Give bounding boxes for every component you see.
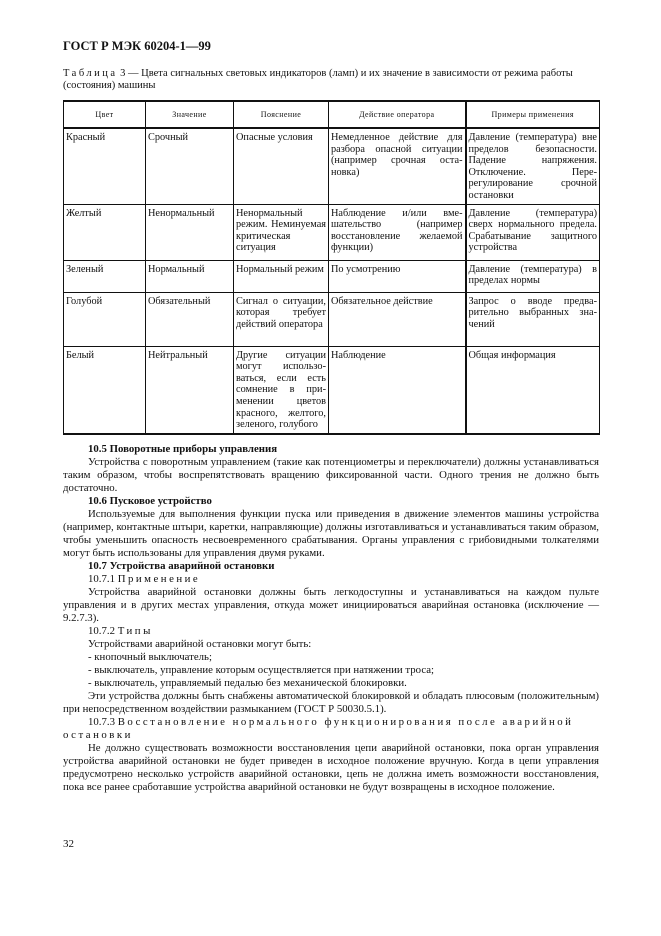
table-caption-text: 3 — Цвета сигнальных световых индикаторов (ламп) и их значение в зависимости от режима работы (состояния) машины	[63, 68, 573, 91]
table-cell: Нормальный режим	[234, 260, 329, 292]
subsection-heading	[63, 573, 599, 586]
table-cell: Нейтральный	[146, 346, 234, 434]
table-row	[64, 260, 600, 292]
table-cell: Зеленый	[64, 260, 146, 292]
column-header: Цвет	[64, 101, 146, 128]
paragraph: Устройства с поворотным управлением (такие как потенциометры и переключатели) должны устанавливаться таким образом, чтобы воспрепятствовать вращению фиксированной части. Одного трения не должно быть достаточно.	[63, 456, 599, 494]
signal-colors-table	[63, 100, 600, 435]
table-cell: Другие ситуации могут использоваться, если есть сомнение в применении цветов красного, желтого, зеленого, голубого	[234, 346, 329, 434]
table-row	[64, 292, 600, 346]
paragraph: Не должно существовать возможности восстановления цепи аварийной остановки, пока орган управления устройства аварийной остановки не будет приведен в исходное положение вручную. Когда в цепи управления предусмотрено несколько устройств аварийной остановки, цепь не должна иметь возможности восстановления, пока все ранее сработавшие устройства аварийной остановки не будут возвращены в исходное положение.	[63, 742, 599, 793]
table-row	[64, 346, 600, 434]
table-cell: Обязательное действие	[329, 292, 466, 346]
subsection-number: 10.7.2	[88, 625, 115, 637]
table-cell: Нормальный	[146, 260, 234, 292]
table-cell: Ненормальный режим. Неминуемая критическая ситуация	[234, 204, 329, 260]
column-header: Примеры применения	[466, 101, 600, 128]
subsection-title: Применение	[117, 573, 201, 585]
table-cell: Немедленное действие для разбора опасной ситуации (например срочная остановка)	[329, 128, 466, 204]
table-row	[64, 128, 600, 204]
table-cell: Давление (температура) в пределах нормы	[466, 260, 600, 292]
table-row	[64, 204, 600, 260]
table-cell: Давление (температура) сверх нормального предела. Срабатывание защитного устройства	[466, 204, 600, 260]
subsection-heading	[63, 716, 599, 742]
paragraph: Устройства аварийной остановки должны быть легкодоступны и устанавливаться на каждом пульте управления и в других местах управления, откуда может инициироваться аварийная остановка (исключение — 9.2.7.3).	[63, 586, 599, 624]
table-caption	[63, 68, 603, 92]
table-cell: Наблюдение и/или вмешательство (например восстановление желаемой функции)	[329, 204, 466, 260]
table-cell: Желтый	[64, 204, 146, 260]
subsection-number: 10.7.3	[88, 716, 115, 728]
column-header: Значение	[146, 101, 234, 128]
section-heading: 10.6 Пусковое устройство	[88, 495, 212, 507]
section-heading: 10.7 Устройства аварийной остановки	[88, 560, 275, 572]
table-cell: Наблюдение	[329, 346, 466, 434]
document-header: ГОСТ Р МЭК 60204-1—99	[63, 39, 211, 53]
table-cell: Сигнал о ситуации, которая требует действий оператора	[234, 292, 329, 346]
table-cell: Срочный	[146, 128, 234, 204]
table-cell: Голубой	[64, 292, 146, 346]
document-body	[63, 443, 599, 794]
table-cell: Белый	[64, 346, 146, 434]
subsection-number: 10.7.1	[88, 573, 115, 585]
paragraph: Эти устройства должны быть снабжены автоматической блокировкой и обладать плюсовым (положительным) при непосредственном воздействии размыканием (ГОСТ Р 50030.5.1).	[63, 690, 599, 715]
column-header: Пояснение	[234, 101, 329, 128]
table-caption-label: Таблица	[63, 68, 118, 79]
paragraph: - выключатель, управление которым осуществляется при натяжении троса;	[88, 664, 435, 676]
table-cell: Красный	[64, 128, 146, 204]
table-header-row	[64, 101, 600, 128]
paragraph: - выключатель, управляемый педалью без механической блокировки.	[88, 677, 407, 689]
table-cell: Давление (температура) вне пределов безопасности. Падение напряжения. Отключение. Перерегулирование срочной остановки	[466, 128, 600, 204]
subsection-title: Восстановление нормального функционирования после аварийной остановки	[63, 716, 574, 741]
subsection-title: Типы	[117, 625, 153, 637]
subsection-heading	[63, 625, 599, 638]
table-cell: По усмотрению	[329, 260, 466, 292]
column-header: Действие оператора	[329, 101, 466, 128]
paragraph: Используемые для выполнения функции пуска или приведения в движение элементов машины устройства (например, контактные штыри, каретки, направляющие) должны изготавливаться и устанавливаться таким образом, чтобы уменьшить опасность несвоевременного срабатывания. Органы управления с грибовидными толкателями могут быть использованы для управления двумя руками.	[63, 508, 599, 559]
table-cell: Обязательный	[146, 292, 234, 346]
paragraph: - кнопочный выключатель;	[88, 651, 212, 663]
page-number: 32	[63, 838, 74, 850]
section-heading: 10.5 Поворотные приборы управления	[88, 443, 278, 455]
table-cell: Ненормальный	[146, 204, 234, 260]
table-cell: Общая информация	[466, 346, 600, 434]
paragraph: Устройствами аварийной остановки могут быть:	[88, 638, 312, 650]
table-cell: Запрос о вводе предварительно выбранных значений	[466, 292, 600, 346]
table-cell: Опасные условия	[234, 128, 329, 204]
